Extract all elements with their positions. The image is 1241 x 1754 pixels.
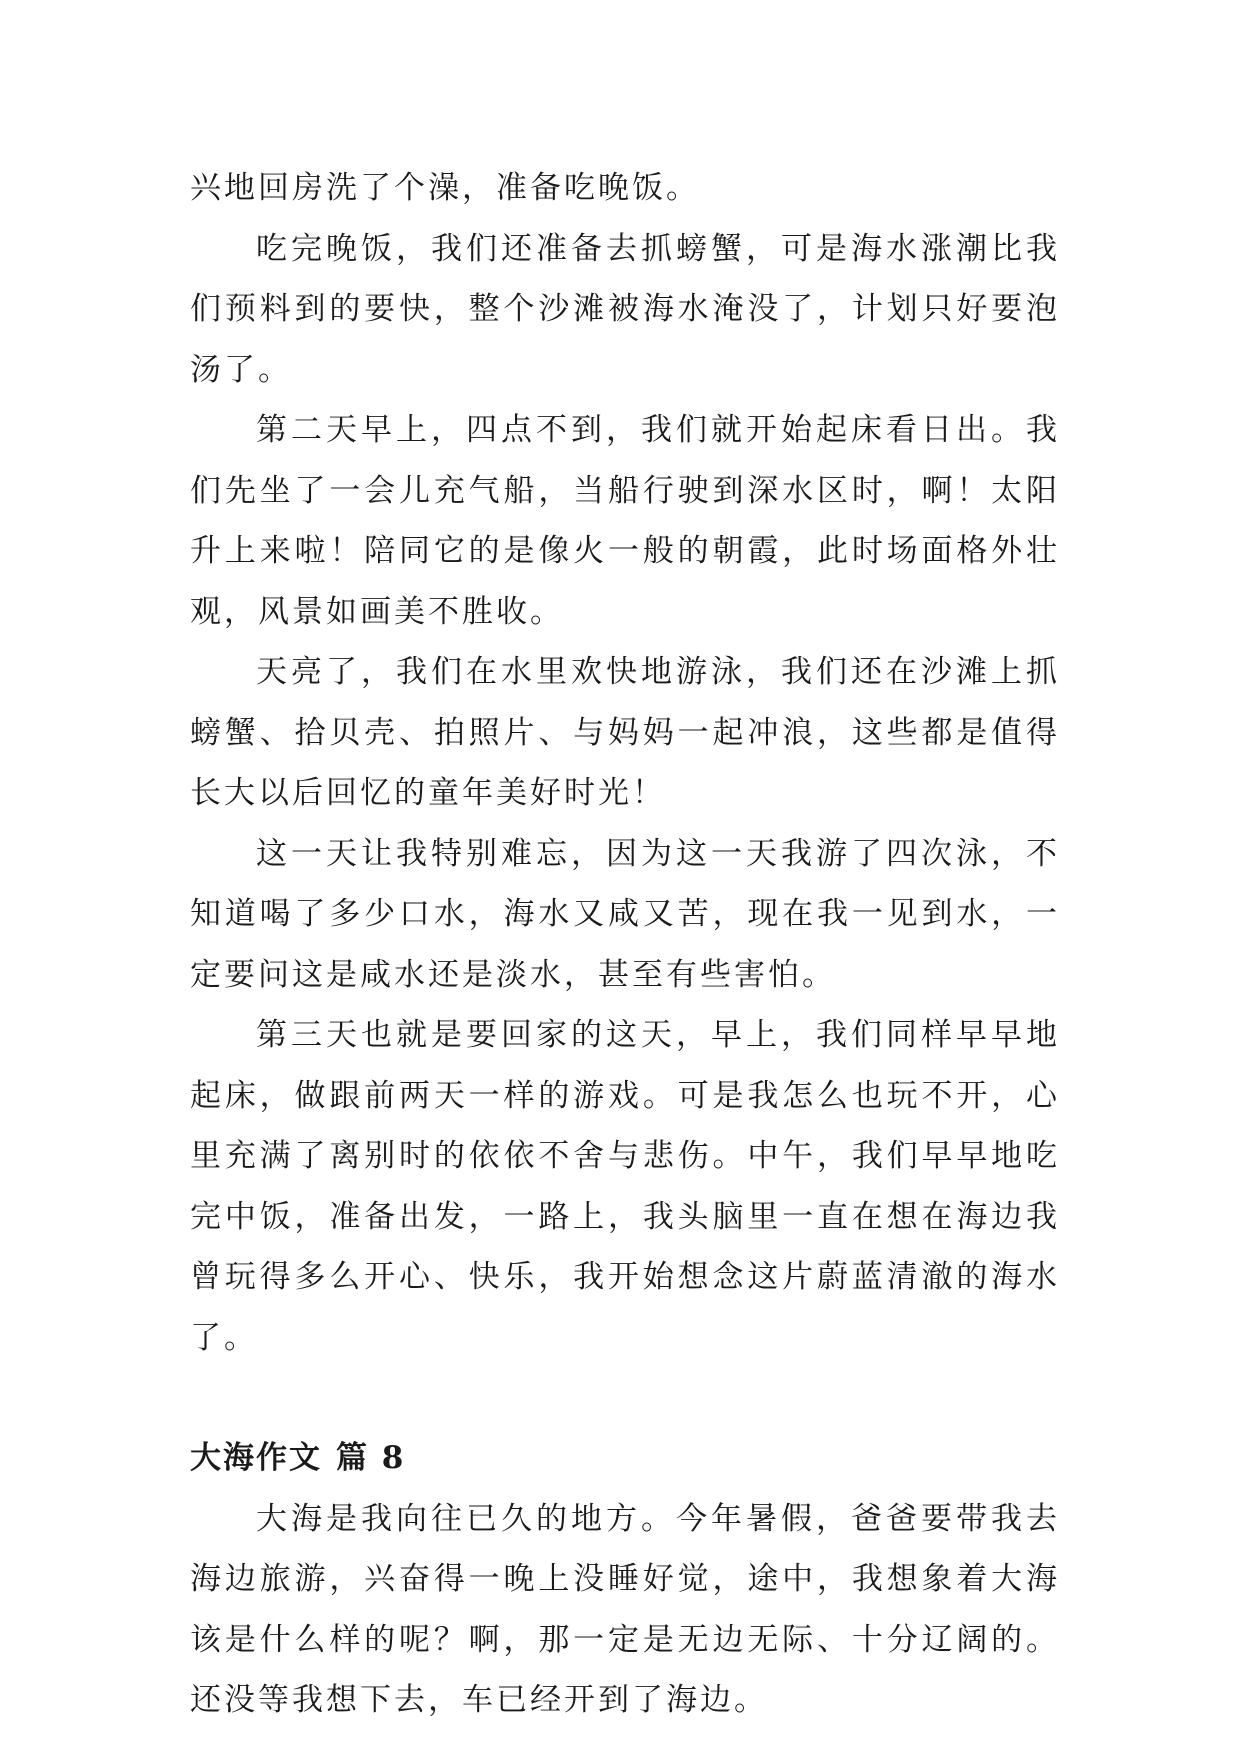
paragraph-1: 兴地回房洗了个澡，准备吃晚饭。	[190, 170, 700, 206]
paragraph-4: 天亮了，我们在水里欢快地游泳，我们还在沙滩上抓螃蟹、拾贝壳、拍照片、与妈妈一起冲浪，这些都是值得长大以后回忆的童年美好时光！	[190, 654, 1060, 811]
paragraph-6: 第三天也就是要回家的这天，早上，我们同样早早地起床，做跟前两天一样的游戏。可是我怎么也玩不开，心里充满了离别时的依依不舍与悲伤。中午，我们早早地吃完中饭，准备出发，一路上，我头脑里一直在想在海边我曾玩得多么开心、快乐，我开始想念这片蔚蓝清澈的海水了。	[190, 1017, 1060, 1356]
section-number: 篇 8	[336, 1440, 406, 1476]
section-title: 大海作文	[190, 1440, 322, 1476]
section-heading	[190, 1428, 1060, 1489]
document-body	[190, 158, 1060, 1731]
paragraph-5: 这一天让我特别难忘，因为这一天我游了四次泳，不知道喝了多少口水，海水又咸又苦，现在我一见到水，一定要问这是咸水还是淡水，甚至有些害怕。	[190, 835, 1060, 993]
paragraph-3: 第二天早上，四点不到，我们就开始起床看日出。我们先坐了一会儿充气船，当船行驶到深水区时，啊！太阳升上来啦！陪同它的是像火一般的朝霞，此时场面格外壮观，风景如画美不胜收。	[190, 412, 1060, 630]
paragraph-2: 吃完晚饭，我们还准备去抓螃蟹，可是海水涨潮比我们预料到的要快，整个沙滩被海水淹没了，计划只好要泡汤了。	[190, 230, 1060, 388]
paragraph-7: 大海是我向往已久的地方。今年暑假，爸爸要带我去海边旅游，兴奋得一晚上没睡好觉，途中，我想象着大海该是什么样的呢？啊，那一定是无边无际、十分辽阔的。还没等我想下去，车已经开到了海边。	[190, 1500, 1060, 1718]
